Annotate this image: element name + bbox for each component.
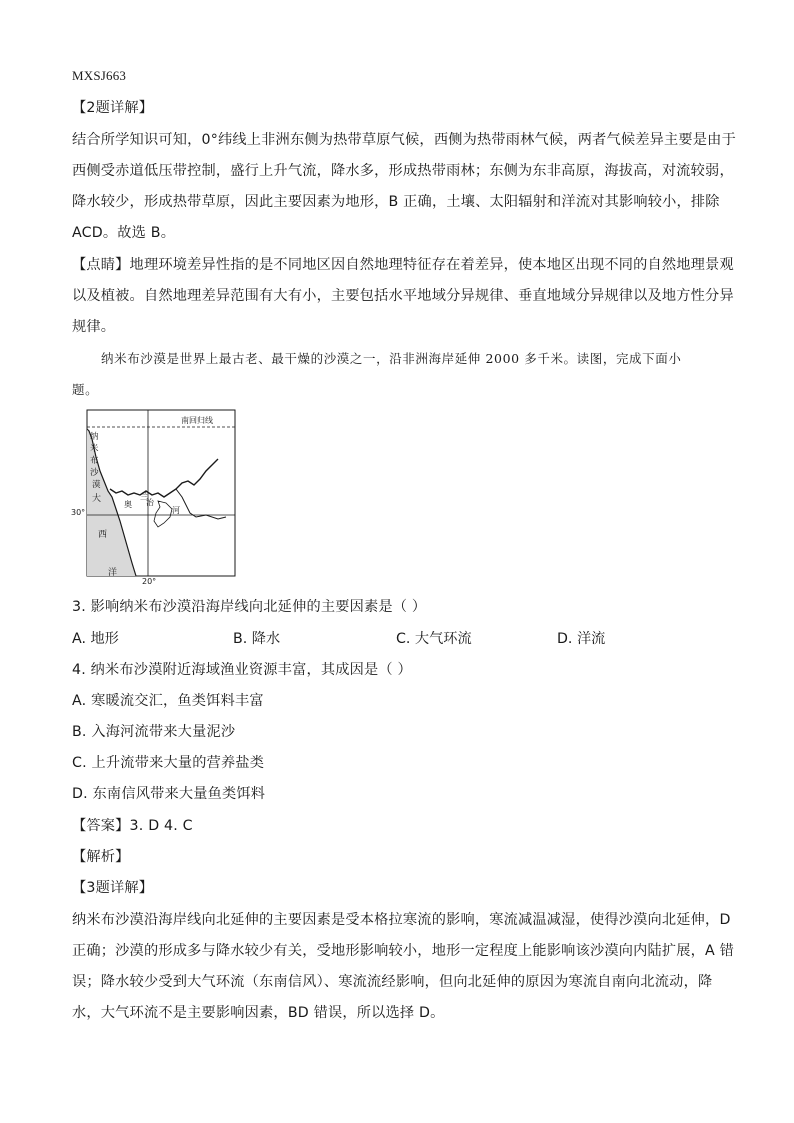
longitude-20-label: 20° — [142, 577, 157, 586]
analysis-header: 【解析】 — [72, 849, 130, 865]
tropic-label: 南回归线 — [181, 416, 213, 425]
namib-map — [86, 409, 236, 589]
ocean-label-char: 洋 — [108, 568, 118, 578]
river-label-char: 兰 — [140, 492, 148, 501]
desert-label-char: 漠 — [92, 480, 101, 490]
q2-line: ACD。故选 B。 — [72, 225, 176, 241]
q4-option-d: D. 东南信风带来大量鱼类饵料 — [72, 786, 266, 802]
tip-line: 【点睛】地理环境差异性指的是不同地区因自然地理特征存在着差异，使本地区出现不同的自然地理景观 — [72, 257, 734, 273]
river-label-char: 河 — [172, 506, 180, 515]
q3-option-a: A. 地形 — [72, 631, 119, 647]
q2-header: 【2题详解】 — [72, 100, 154, 116]
q2-line: 结合所学知识可知，0°纬线上非洲东侧为热带草原气候，西侧为热带雨林气候，两者气候差异主要是由于 — [72, 132, 736, 148]
q4-option-a: A. 寒暖流交汇，鱼类饵料丰富 — [72, 693, 264, 709]
q3-option-c: C. 大气环流 — [396, 631, 472, 647]
document-code: MXSJ663 — [72, 68, 127, 83]
river-label-char: 治 — [146, 498, 154, 507]
q3-detail-line: 正确；沙漠的形成多与降水较少有关，受地形影响较小，地形一定程度上能影响该沙漠向内陆扩展，A 错 — [72, 943, 735, 959]
q3-detail-line: 水，大气环流不是主要影响因素，BD 错误，所以选择 D。 — [72, 1005, 445, 1021]
desert-label-char: 纳 — [90, 432, 99, 442]
q4-stem: 4. 纳米布沙漠附近海域渔业资源丰富，其成因是（ ） — [72, 662, 412, 678]
passage-line: 纳米布沙漠是世界上最古老、最干燥的沙漠之一，沿非洲海岸延伸 2000 多千米。读图，完成下面小 — [101, 351, 682, 366]
q3-detail-line: 误；降水较少受到大气环流（东南信风）、寒流流经影响，但向北延伸的原因为寒流自南向北流动，降 — [72, 974, 713, 990]
ocean-label-char: 大 — [92, 494, 102, 504]
q2-line: 降水较少，形成热带草原，因此主要因素为地形，B 正确，土壤、太阳辐射和洋流对其影响较小，排除 — [72, 194, 720, 210]
q3-option-d: D. 洋流 — [557, 631, 606, 647]
answer-line: 【答案】3. D 4. C — [72, 818, 193, 834]
passage-line: 题。 — [72, 382, 99, 397]
ocean-label-char: 西 — [98, 530, 108, 540]
q2-line: 西侧受赤道低压带控制，盛行上升气流，降水多，形成热带雨林；东侧为东非高原，海拔高，对流较弱， — [72, 163, 734, 179]
q3-detail-line: 纳米布沙漠沿海岸线向北延伸的主要因素是受本格拉寒流的影响，寒流减温减湿，使得沙漠向北延伸，D — [72, 912, 731, 928]
q4-option-b: B. 入海河流带来大量泥沙 — [72, 724, 236, 740]
river-label-char: 奥 — [124, 500, 132, 509]
desert-label-char: 布 — [90, 456, 99, 466]
tip-line: 以及植被。自然地理差异范围有大有小，主要包括水平地域分异规律、垂直地域分异规律以及地方性分异 — [72, 288, 734, 304]
desert-label-char: 米 — [90, 444, 99, 454]
desert-label-char: 沙 — [90, 468, 99, 478]
latitude-30-label: 30° — [71, 508, 86, 517]
q3-stem: 3. 影响纳米布沙漠沿海岸线向北延伸的主要因素是（ ） — [72, 599, 427, 615]
q3-option-b: B. 降水 — [233, 631, 281, 647]
q3-detail-header: 【3题详解】 — [72, 880, 154, 896]
q4-option-c: C. 上升流带来大量的营养盐类 — [72, 755, 265, 771]
tip-line: 规律。 — [72, 319, 116, 335]
